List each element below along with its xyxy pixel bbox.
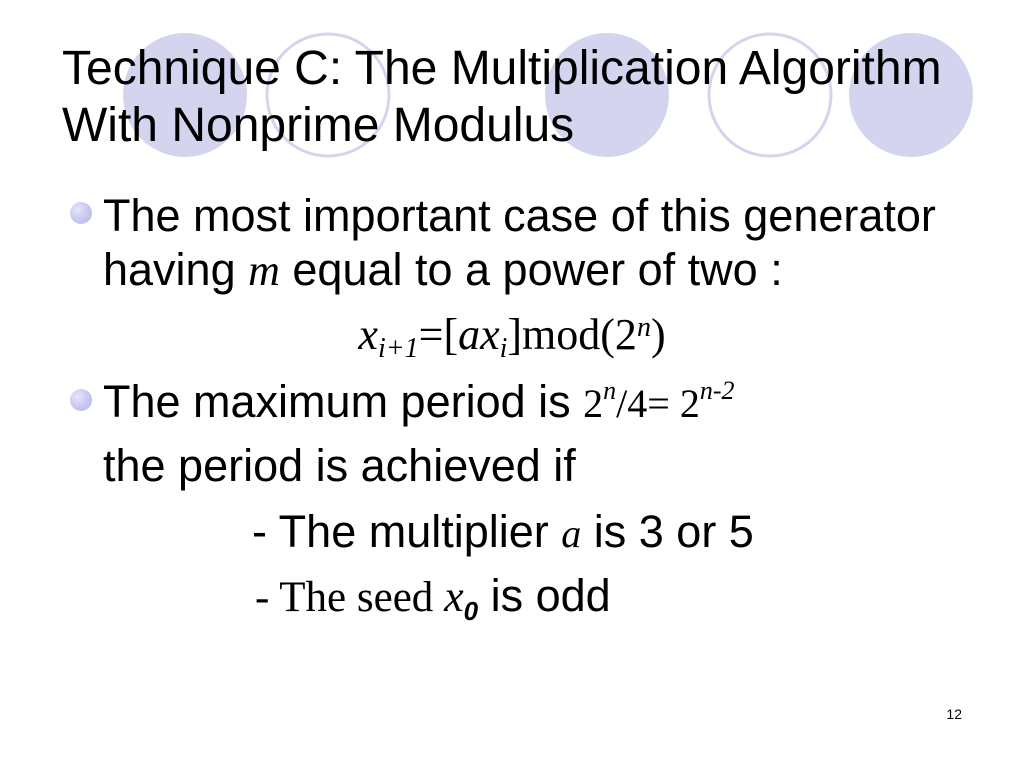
- text-segment: - The seed: [255, 574, 445, 621]
- formula-subscript: i: [499, 333, 508, 365]
- recurrence-formula: [0, 310, 1024, 365]
- variable-subscript: 0: [463, 596, 479, 627]
- variable-m: m: [248, 246, 280, 295]
- bullet-1-line-1: The most important case of this generator: [103, 190, 936, 241]
- text-segment: equal to a power of two :: [279, 244, 783, 295]
- expr-exponent: n: [603, 375, 617, 405]
- expr-base: 2: [583, 381, 604, 426]
- page-number: 12: [946, 706, 962, 722]
- formula-mod: ]mod(2: [507, 310, 637, 359]
- text-segment: is 3 or 5: [581, 506, 754, 557]
- bullet-1-line-2: [103, 244, 783, 295]
- formula-equals: =[: [418, 310, 459, 359]
- bullet-2: [103, 375, 735, 427]
- formula-exponent: n: [636, 312, 651, 344]
- expr-base: 2: [679, 381, 700, 426]
- formula-close: ): [650, 310, 666, 359]
- formula-x: x: [358, 310, 378, 359]
- condition-multiplier: [252, 506, 754, 557]
- variable-x: x: [444, 572, 464, 621]
- expr-exponent: n-2: [699, 375, 735, 405]
- bullet-dot: [70, 202, 92, 224]
- expr-divide: /4=: [616, 381, 680, 426]
- slide-title-line-2: With Nonprime Modulus: [62, 99, 575, 152]
- text-segment: The maximum period is: [103, 376, 584, 427]
- slide-title-line-1: Technique C: The Multiplication Algorithm: [62, 42, 942, 95]
- variable-a: a: [561, 511, 582, 556]
- condition-seed: [255, 570, 611, 627]
- text-segment: is odd: [478, 570, 611, 621]
- condition-intro: the period is achieved if: [103, 440, 576, 491]
- formula-subscript: i+1: [377, 333, 419, 365]
- text-segment: having: [103, 244, 249, 295]
- formula-ax: ax: [458, 310, 500, 359]
- text-segment: - The multiplier: [252, 506, 562, 557]
- bullet-dot: [70, 389, 92, 411]
